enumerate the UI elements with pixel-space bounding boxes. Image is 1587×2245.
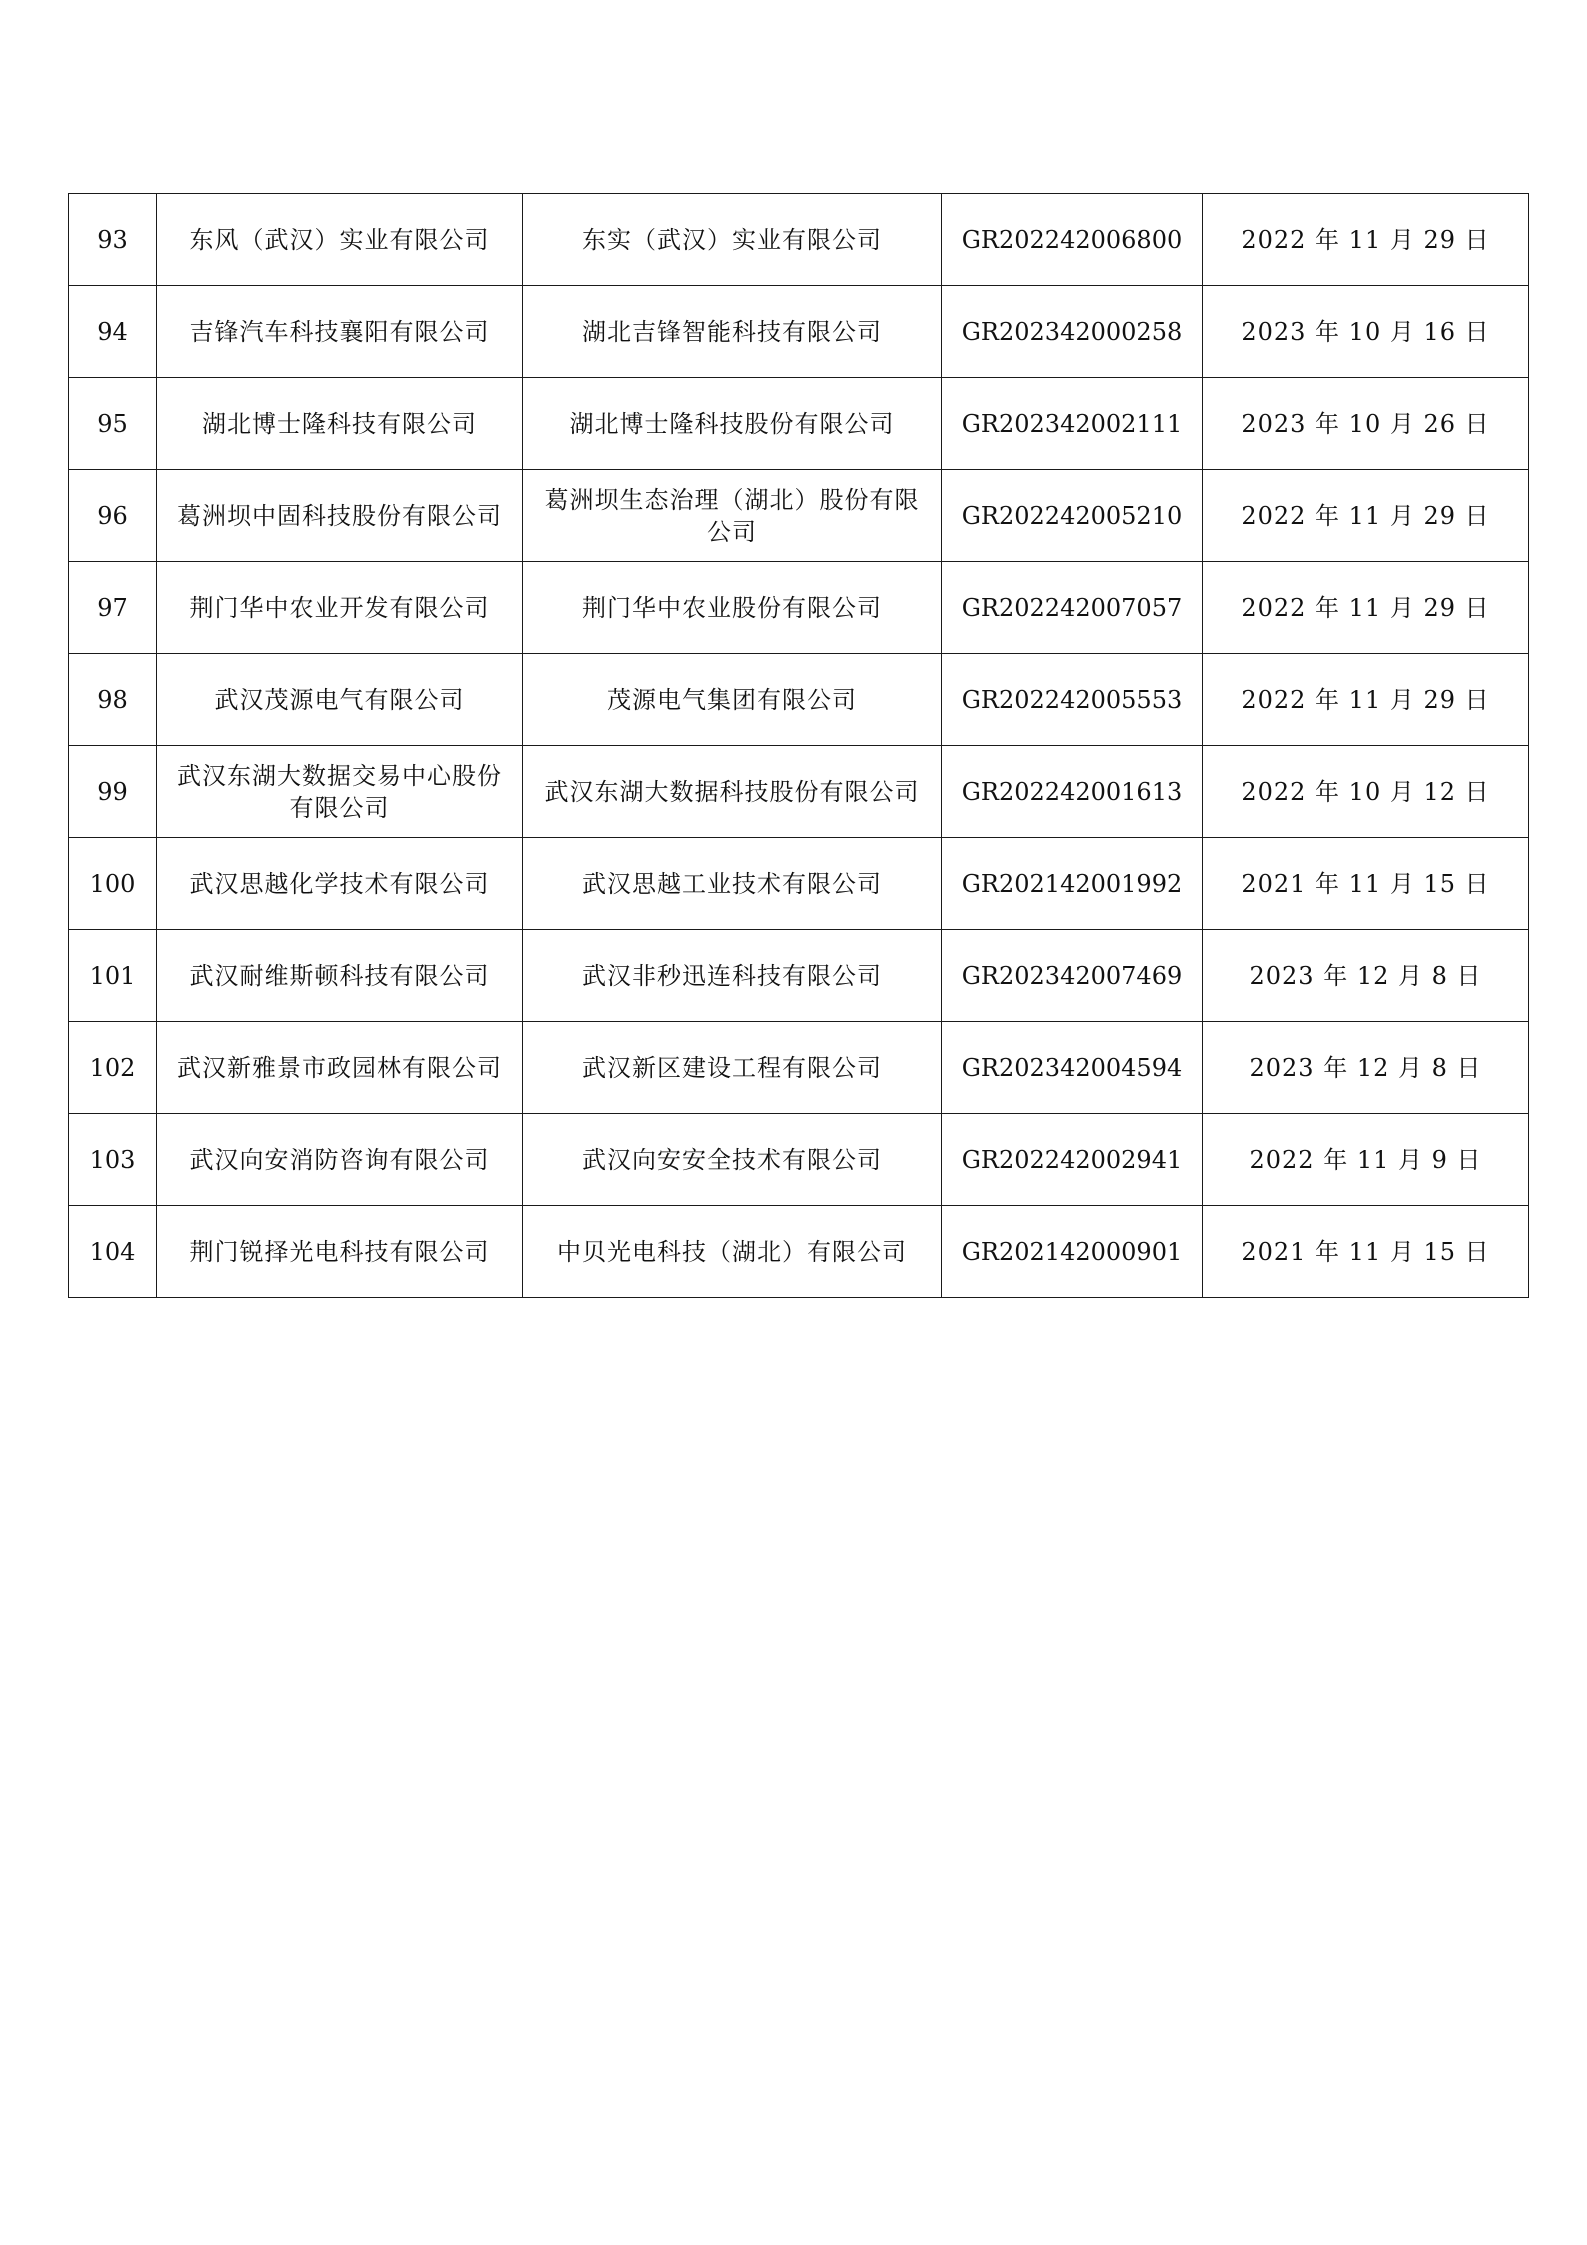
issue-date: 2023 年 12 月 8 日 [1203,1022,1529,1114]
new-company-name: 武汉新区建设工程有限公司 [523,1022,942,1114]
new-company-name: 茂源电气集团有限公司 [523,654,942,746]
certificate-number: GR202242005210 [942,470,1203,562]
certificate-number: GR202342002111 [942,378,1203,470]
table-row [69,562,1529,654]
issue-date: 2023 年 12 月 8 日 [1203,930,1529,1022]
row-number: 98 [69,654,157,746]
table-row [69,1114,1529,1206]
table-row [69,286,1529,378]
row-number: 100 [69,838,157,930]
new-company-name: 武汉思越工业技术有限公司 [523,838,942,930]
new-company-name: 葛洲坝生态治理（湖北）股份有限公司 [523,470,942,562]
certificate-number: GR202242002941 [942,1114,1203,1206]
issue-date: 2022 年 11 月 29 日 [1203,470,1529,562]
original-company-name: 武汉东湖大数据交易中心股份有限公司 [157,746,523,838]
table-row [69,654,1529,746]
new-company-name: 荆门华中农业股份有限公司 [523,562,942,654]
table-row [69,470,1529,562]
row-number: 95 [69,378,157,470]
table-row [69,378,1529,470]
original-company-name: 葛洲坝中固科技股份有限公司 [157,470,523,562]
new-company-name: 东实（武汉）实业有限公司 [523,194,942,286]
issue-date: 2022 年 11 月 29 日 [1203,654,1529,746]
new-company-name: 武汉向安安全技术有限公司 [523,1114,942,1206]
table-row [69,194,1529,286]
original-company-name: 荆门华中农业开发有限公司 [157,562,523,654]
row-number: 96 [69,470,157,562]
row-number: 103 [69,1114,157,1206]
issue-date: 2022 年 11 月 9 日 [1203,1114,1529,1206]
original-company-name: 武汉耐维斯顿科技有限公司 [157,930,523,1022]
issue-date: 2023 年 10 月 26 日 [1203,378,1529,470]
row-number: 104 [69,1206,157,1298]
row-number: 102 [69,1022,157,1114]
issue-date: 2022 年 10 月 12 日 [1203,746,1529,838]
table-row [69,1206,1529,1298]
certificate-number: GR202342000258 [942,286,1203,378]
original-company-name: 武汉向安消防咨询有限公司 [157,1114,523,1206]
original-company-name: 武汉新雅景市政园林有限公司 [157,1022,523,1114]
new-company-name: 武汉东湖大数据科技股份有限公司 [523,746,942,838]
row-number: 99 [69,746,157,838]
issue-date: 2022 年 11 月 29 日 [1203,194,1529,286]
original-company-name: 荆门锐择光电科技有限公司 [157,1206,523,1298]
issue-date: 2021 年 11 月 15 日 [1203,1206,1529,1298]
new-company-name: 湖北吉锋智能科技有限公司 [523,286,942,378]
new-company-name: 中贝光电科技（湖北）有限公司 [523,1206,942,1298]
row-number: 93 [69,194,157,286]
new-company-name: 武汉非秒迅连科技有限公司 [523,930,942,1022]
certificate-number: GR202342007469 [942,930,1203,1022]
table-row [69,838,1529,930]
row-number: 94 [69,286,157,378]
certificate-number: GR202142000901 [942,1206,1203,1298]
new-company-name: 湖北博士隆科技股份有限公司 [523,378,942,470]
table-body [69,194,1529,1298]
original-company-name: 武汉思越化学技术有限公司 [157,838,523,930]
certificate-number: GR202242006800 [942,194,1203,286]
table-row [69,930,1529,1022]
company-rename-table [68,193,1529,1298]
certificate-number: GR202242005553 [942,654,1203,746]
issue-date: 2022 年 11 月 29 日 [1203,562,1529,654]
certificate-number: GR202342004594 [942,1022,1203,1114]
original-company-name: 吉锋汽车科技襄阳有限公司 [157,286,523,378]
original-company-name: 武汉茂源电气有限公司 [157,654,523,746]
issue-date: 2023 年 10 月 16 日 [1203,286,1529,378]
table-row [69,746,1529,838]
certificate-number: GR202142001992 [942,838,1203,930]
certificate-number: GR202242001613 [942,746,1203,838]
table-row [69,1022,1529,1114]
row-number: 97 [69,562,157,654]
issue-date: 2021 年 11 月 15 日 [1203,838,1529,930]
row-number: 101 [69,930,157,1022]
original-company-name: 湖北博士隆科技有限公司 [157,378,523,470]
certificate-number: GR202242007057 [942,562,1203,654]
original-company-name: 东风（武汉）实业有限公司 [157,194,523,286]
